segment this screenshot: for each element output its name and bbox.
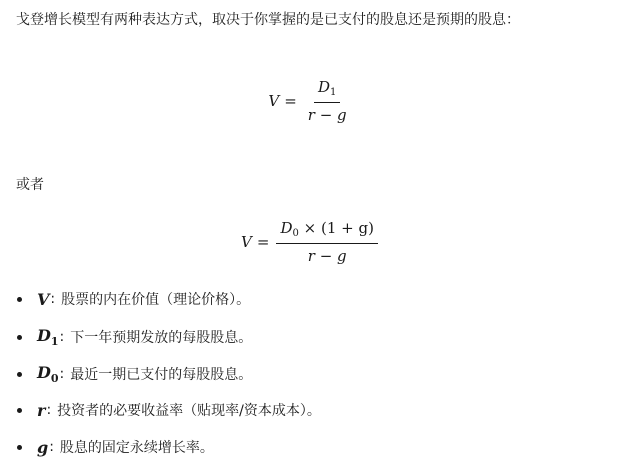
formula-lhs: V: [268, 92, 280, 110]
symbol-letter: D: [37, 326, 51, 345]
definition-symbol: [37, 363, 59, 385]
definition-text: 股息的固定永续增长率。: [59, 440, 214, 456]
symbol-letter: g: [37, 437, 49, 457]
list-item: [16, 326, 252, 348]
definition-colon: :: [46, 402, 52, 418]
formula-fraction: [304, 78, 351, 124]
numerator-subscript: 1: [330, 87, 337, 98]
symbol-letter: D: [37, 363, 51, 382]
symbol-subscript: 0: [50, 372, 59, 385]
numerator-variable: D: [280, 219, 293, 237]
formula-current-dividend: [0, 219, 619, 265]
formula-fraction: [276, 219, 377, 265]
definition-colon: :: [59, 366, 65, 382]
numerator-growth-term: × (1 + g): [298, 219, 374, 237]
numerator-subscript: 0: [292, 228, 299, 239]
formula-lhs: V: [241, 233, 252, 251]
bullet-icon: [17, 297, 22, 302]
bullet-icon: [17, 372, 22, 377]
formula-denominator: r − g: [307, 247, 347, 265]
bullet-icon: [17, 445, 22, 450]
list-item: [16, 400, 321, 420]
formula-denominator: r − g: [307, 106, 347, 124]
definition-symbol: [37, 326, 59, 348]
definition-text: 最近一期已支付的每股股息。: [70, 367, 253, 383]
list-item: [16, 289, 250, 309]
symbol-subscript: 1: [50, 335, 59, 348]
symbol-letter: V: [37, 289, 50, 309]
definition-colon: :: [59, 329, 65, 345]
bullet-icon: [17, 335, 22, 340]
definition-symbol: [37, 438, 48, 457]
formula-equals: =: [284, 92, 297, 110]
definition-symbol: [37, 290, 49, 309]
list-item: [16, 363, 252, 385]
intro-paragraph: 戈登增长模型有两种表达方式，取决于你掌握的是已支付的股息还是预期的股息：: [16, 12, 520, 28]
connector-text: 或者: [16, 177, 44, 193]
formula-next-dividend: [0, 78, 619, 124]
symbol-letter: r: [37, 400, 46, 420]
numerator-variable: D: [318, 78, 331, 96]
definition-text: 股票的内在价值（理论价格）。: [61, 292, 251, 308]
definition-colon: :: [49, 439, 54, 455]
formula-numerator: [314, 78, 340, 103]
bullet-icon: [17, 408, 22, 413]
list-item: [16, 437, 214, 457]
formula-equals: =: [256, 233, 270, 251]
definition-text: 下一年预期发放的每股股息。: [70, 330, 253, 346]
definition-colon: :: [50, 291, 56, 307]
definition-text: 投资者的必要收益率（贴现率/资本成本）。: [57, 403, 321, 419]
formula-numerator: [276, 219, 377, 244]
definition-symbol: [37, 401, 45, 420]
